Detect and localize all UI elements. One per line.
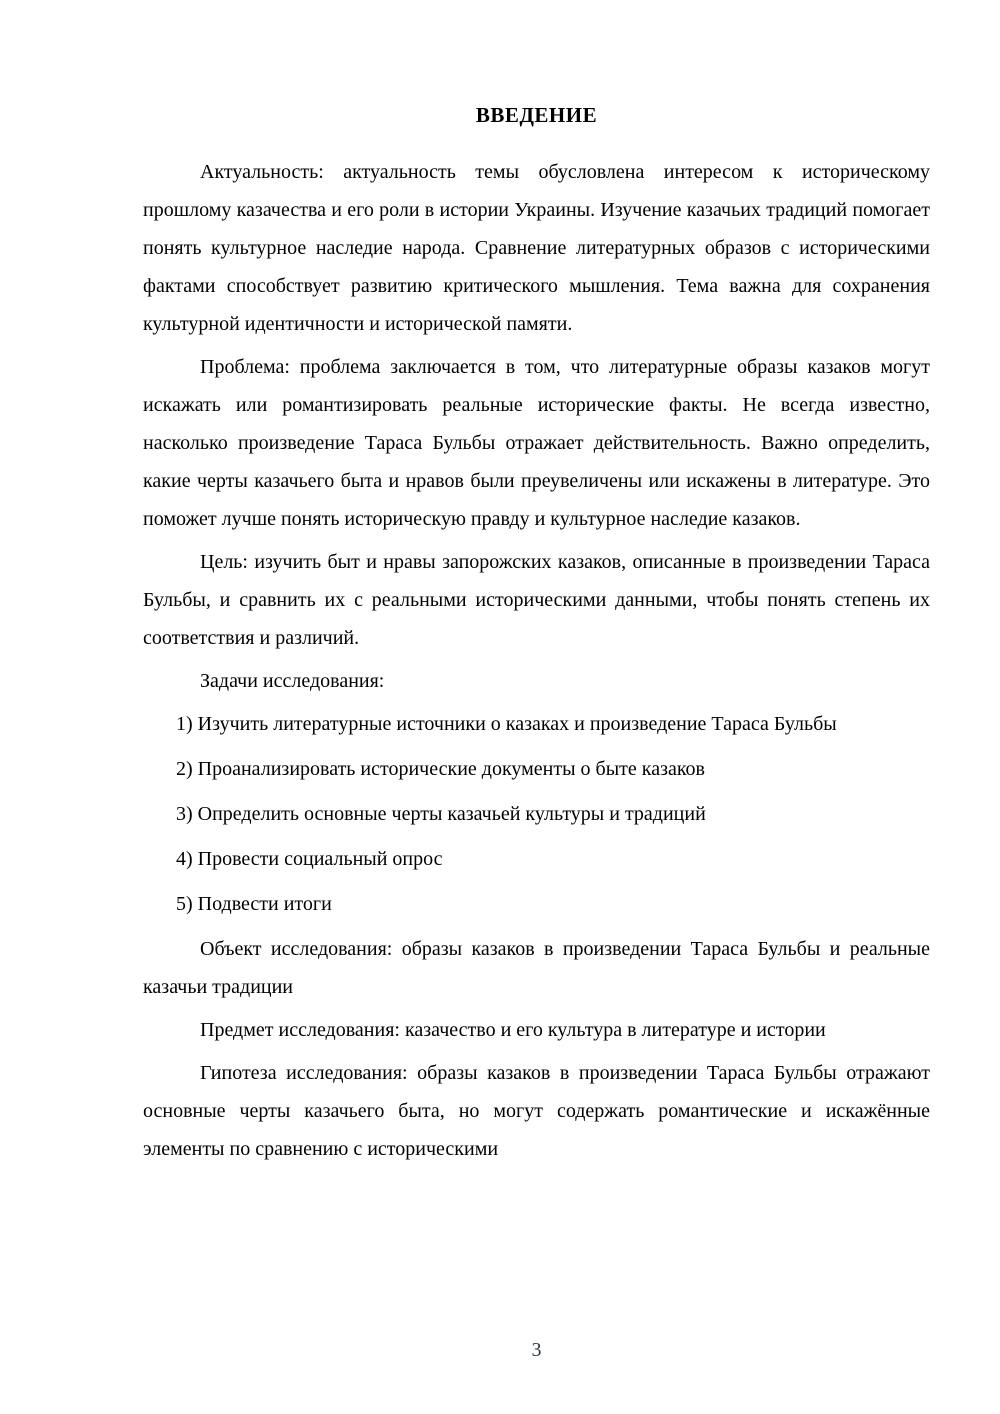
page-number: 3 [531,1339,542,1361]
task-item-4: 4) Провести социальный опрос [176,848,443,870]
tasks-heading: Задачи исследования: [200,670,385,692]
paragraph-object: Объект исследования: образы казаков в произведении Тараса Бульбы и реальные казачьи традиции [143,938,930,998]
paragraph-hypothesis: Гипотеза исследования: образы казаков в произведении Тараса Бульбы отражают основные черты казачьего быта, но могут содержать романтические и искажённые элементы по сравнению с историческими [143,1062,930,1160]
paragraph-problem: Проблема: проблема заключается в том, что литературные образы казаков могут искажать или романтизировать реальные исторические факты. Не всегда известно, насколько произведение Тараса Бульбы отражает действительность. Важно определить, какие черты казачьего быта и нравов были преувеличены или искажены в литературе. Это поможет лучше понять историческую правду и культурное наследие казаков. [143,356,930,530]
task-item-2: 2) Проанализировать исторические документы о быте казаков [176,758,705,780]
paragraph-actuality: Актуальность: актуальность темы обусловлена интересом к историческому прошлому казачества и его роли в истории Украины. Изучение казачьих традиций помогает понять культурное наследие народа. Сравнение литературных образов с историческими фактами способствует развитию критического мышления. Тема важна для сохранения культурной идентичности и исторической памяти. [143,161,930,335]
paragraph-goal: Цель: изучить быт и нравы запорожских казаков, описанные в произведении Тараса Бульбы, и сравнить их с реальными историческими данными, чтобы понять степень их соответствия и различий. [143,551,930,649]
task-item-5: 5) Подвести итоги [176,893,332,915]
paragraph-subject: Предмет исследования: казачество и его культура в литературе и истории [200,1019,826,1041]
task-item-3: 3) Определить основные черты казачьей культуры и традиций [176,803,706,825]
page-content [143,96,930,1173]
section-title: ВВЕДЕНИЕ [475,103,598,127]
task-item-1: 1) Изучить литературные источники о казаках и произведение Тараса Бульбы [176,713,837,735]
